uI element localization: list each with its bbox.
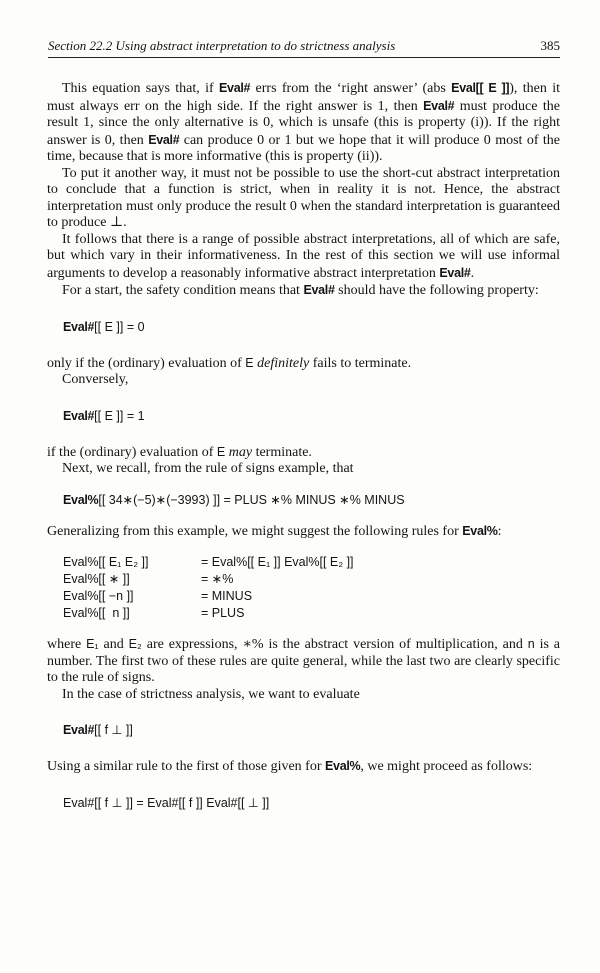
paragraph: Next, we recall, from the rule of signs example, that: [62, 461, 354, 476]
paragraph: Using a similar rule to the first of those given for Eval%, we might proceed as follows:: [47, 759, 533, 774]
equation: Eval#[[ E ]] = 0: [63, 319, 145, 334]
paragraph: It follows that there is a range of possible abstract interpretations, all of which are safe, but which vary in their informativeness. In the rest of this section we will use informal arguments to develop a reasonably informative abstract interpretation Eval#.: [47, 231, 560, 281]
paragraph: For a start, the safety condition means that Eval# should have the following property:: [62, 283, 539, 298]
paragraph: if the (ordinary) evaluation of E may terminate.: [47, 444, 312, 460]
rules-of-signs-table: [63, 554, 560, 622]
rule-row: Eval%[[ ∗ ]] = ∗%: [63, 572, 234, 586]
rule-row: Eval%[[ −n ]] = MINUS: [63, 589, 253, 603]
equation: Eval#[[ f ⊥ ]] = Eval#[[ f ]] Eval#[[ ⊥ ]]: [63, 795, 270, 810]
section-title: Section 22.2 Using abstract interpretation to do strictness analysis: [48, 38, 396, 53]
page-number: 385: [540, 38, 560, 53]
paragraph: To put it another way, it must not be possible to use the short-cut abstract interpretation to conclude that a function is strict, when in reality it is not. Hence, the abstract interpretation must only produce the result 0 when the standard interpretation is guaranteed to produce ⊥.: [47, 165, 560, 230]
paragraph: Conversely,: [62, 372, 129, 387]
paragraph: where E₁ and E₂ are expressions, ∗% is the abstract version of multiplication, and n is a number. The first two of these rules are quite general, while the last two are clearly specific to the rule of signs.: [47, 637, 561, 685]
paragraph: This equation says that, if Eval# errs from the ‘right answer’ (abs Eval[[ E ]]), then it must always err on the high side. If the right answer is 1, then Eval# must produce the result 1, since the only alternative is 0, which is unsafe (this is property (i)). If the right answer is 0, then Eval# can produce 0 or 1 but we hope that it will produce 0 most of the time, because that is more informative (this is property (ii)).: [47, 81, 560, 164]
rule-row: Eval%[[ E₁ E₂ ]] = Eval%[[ E₁ ]] Eval%[[ E₂ ]]: [63, 555, 354, 569]
header-rule: [48, 57, 560, 58]
paragraph: only if the (ordinary) evaluation of E definitely fails to terminate.: [47, 355, 412, 371]
equation: Eval%[[ 34∗(−5)∗(−3993) ]] = PLUS ∗% MINUS ∗% MINUS: [63, 492, 405, 507]
rule-row: Eval%[[ n ]] = PLUS: [63, 606, 245, 620]
paragraph: Generalizing from this example, we might suggest the following rules for Eval%:: [47, 523, 502, 539]
running-header: [48, 38, 560, 56]
equation: Eval#[[ f ⊥ ]]: [63, 723, 133, 737]
paragraph: In the case of strictness analysis, we want to evaluate: [62, 686, 360, 702]
equation: Eval#[[ E ]] = 1: [63, 408, 145, 423]
page-body: [47, 80, 560, 812]
